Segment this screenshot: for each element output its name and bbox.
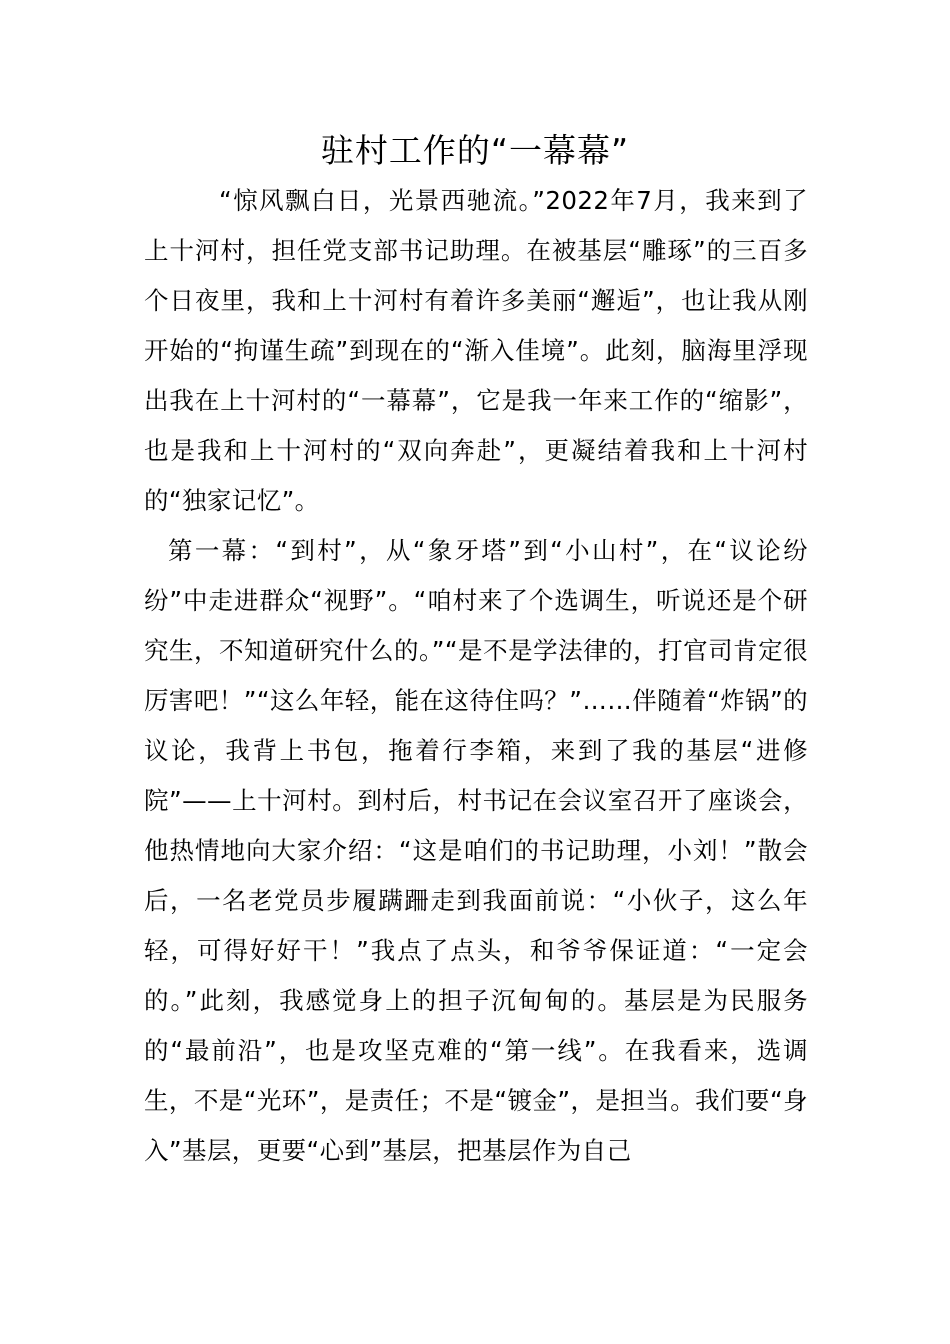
document-title: 驻村工作的“一幕幕” — [320, 131, 630, 170]
document-body — [144, 176, 808, 1176]
paragraph-first-scene: 第一幕：“到村”，从“象牙塔”到“小山村”，在“议论纷纷”中走进群众“视野”。“咱村来了个选调生，听说还是个研究生，不知道研究什么的。”“是不是学法律的，打官司肯定很厉害吧！”“这么年轻，能在这待住吗？”……伴随着“炸锅”的议论，我背上书包，拖着行李箱，来到了我的基层“进修院”——上十河村。到村后，村书记在会议室召开了座谈会，他热情地向大家介绍：“这是咱们的书记助理，小刘！”散会后，一名老党员步履蹒跚走到我面前说：“小伙子，这么年轻，可得好好干！”我点了点头，和爷爷保证道：“一定会的。”此刻，我感觉身上的担子沉甸甸的。基层是为民服务的“最前沿”，也是攻坚克难的“第一线”。在我看来，选调生，不是“光环”，是责任；不是“镀金”，是担当。我们要“身入”基层，更要“心到”基层，把基层作为自己 — [144, 536, 808, 1165]
paragraph-intro: “惊风飘白日，光景西驰流。”2022年7月，我来到了上十河村，担任党支部书记助理。在被基层“雕琢”的三百多个日夜里，我和上十河村有着许多美丽“邂逅”，也让我从刚开始的“拘谨生疏”到现在的“渐入佳境”。此刻，脑海里浮现出我在上十河村的“一幕幕”，它是我一年来工作的“缩影”，也是我和上十河村的“双向奔赴”，更凝结着我和上十河村的“独家记忆”。 — [144, 186, 808, 515]
